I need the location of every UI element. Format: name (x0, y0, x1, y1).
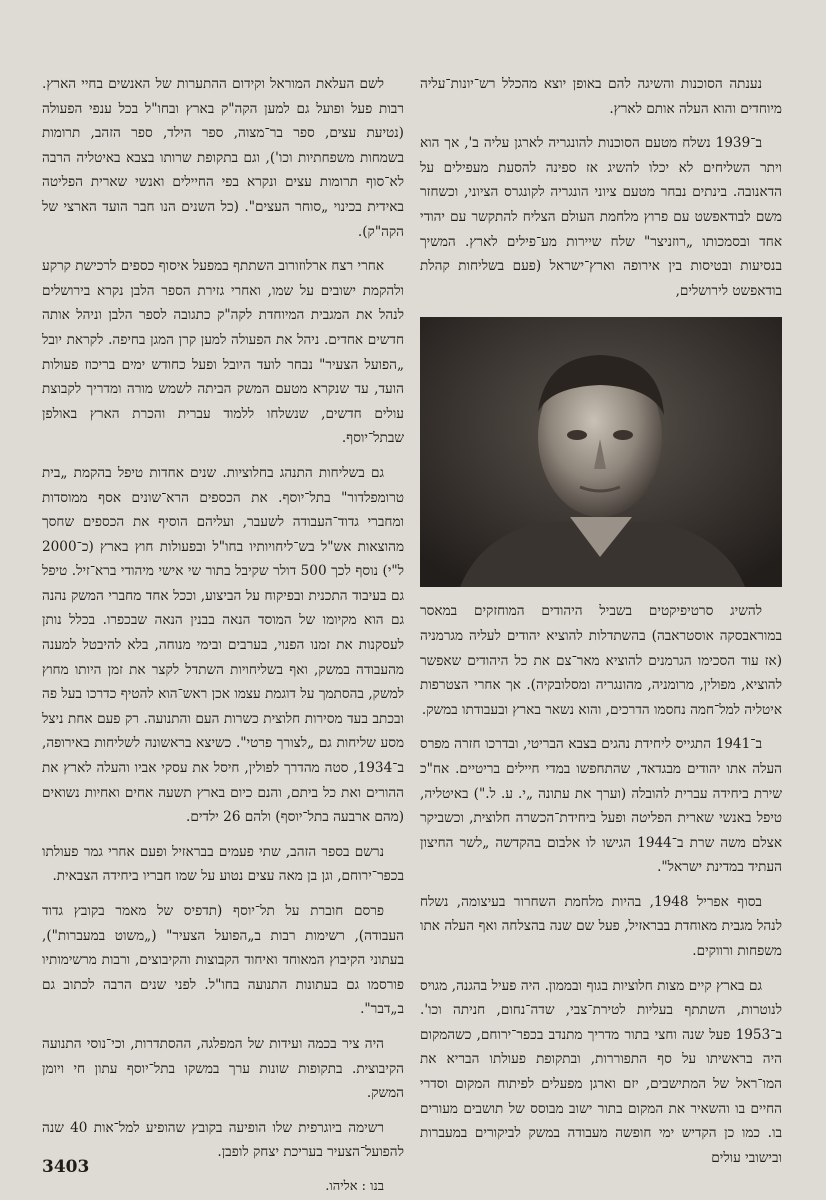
left-column (42, 72, 404, 1200)
paragraph: היה ציר בכמה ועידות של המפלגה, ההסתדרות, וכי־נוסי התנועה הקיבוצית. בתקופות שונות ערך במשקו בתל־יוסף עתון חי ויומן המשק. (42, 1035, 404, 1102)
portrait-image (420, 317, 782, 587)
paragraph: בסוף אפריל 1948, בהיות מלחמת השחרור בעיצומה, נשלח לנהל מגבית מאוחדת בבראזיל, פעל שם שנה בהצלחה ואף העלה אתו משפחות ורווקים. (420, 893, 782, 960)
portrait-photo (420, 317, 782, 587)
paragraph: להשיג סרטיפיקטים בשביל היהודים המוחזקים במאסר במוראבסקה אוסטראבה) בהשתדלות להוציא יהודים לעליה מגרמניה (אז עוד הסכימו הגרמנים להוציא מאר־צם את כל היהודים שאפשר להוציא, מפולין, מרומניה, מהונגריה ומסלובקיה). אך אחרי הצטרפות איטליה למל־חמה נחסמו הדרכים, והוא נשאר בארץ ובעבודתו במשק. (420, 603, 782, 718)
paragraph: נענתה הסוכנות והשיגה להם באופן יוצא מהכלל רש־יונות־עליה מיוחדים והוא העלה אותם לארץ. (420, 76, 782, 117)
paragraph: רשימה ביוגרפית שלו הופיעה בקובץ שהופיע למל־אות 40 שנה להפועל־הצעיר בעריכת יצחק לופבן. (42, 1119, 404, 1161)
author-signature: בנו : אליהו. (325, 1178, 384, 1194)
right-column (420, 72, 782, 1180)
paragraph: פרסם חוברת על תל־יוסף (תדפיס של מאמר בקובץ גדוד העבודה), רשימות רבות ב„הפועל הצעיר" („משוט במעברות"), בעתוני הקיבוץ המאוחד ואיחוד הקבוצות והקיבוצים, ורבות מרשימותיו פורסמו גם בעתונות התנועה בחו"ל. לפני שנים הרבה לכתוב גם ב„דבר". (42, 903, 404, 1018)
paragraph: ב־1941 התגייס ליחידת נהגים בצבא הבריטי, ובדרכו חזרה מפרס העלה אתו יהודים מבגדאד, שהתחפשו במדי חיילים בריטיים. אח"כ שירת ביחידה עברית להובלה (וערך את עתונה „י. ע. ל.") באיטליה, טיפל באנשי שארית הפליטה ופעל ביחידת־הכשרה חלוצית, וכשביקר אצלם משה שרת ב־1944 הגישו לו אלבום בהקדשה „לשר החיצון העתיד במדינת ישראל". (420, 736, 783, 876)
paragraph: לשם העלאת המוראל וקידום ההתערות של האנשים בחיי הארץ. רבות פעל ופועל גם למען הקה"ק בארץ ובחו"ל בכל ענפי הפעולה (נטיעת עצים, ספר בר־מצוה, ספר הילד, ספר הזהב, תרומות בשמחות משפחתיות וכו'), וגם בתקופת שרותו בצבא באיטליה הרבה לא־סוף תרומות עצים ונקרא בפי החיילים ואנשי שארית הפליטה באידית בכינוי „סוחר העצים". (כל השנים הנו חבר הועד הארצי של הקה"ק). (42, 76, 404, 240)
paragraph: נרשם בספר הזהב, שתי פעמים בבראזיל ופעם אחרי גמר פעולתו בכפר־ירוחם, וגן בן מאה עצים נטוע על שמו חבריו ביחידה הצבאית. (42, 843, 404, 885)
paragraph: אחרי רצח ארלוזורוב השתתף במפעל איסוף כספים לרכישת קרקע ולהקמת ישובים על שמו, ואחרי גזירת הספר הלבן נקרא בירושלים לנהל את המגבית המיוחדת לקה"ק כתגובה לספר הלבן וניהל אותה חדשים אחדים. ניהל את הפעולה למען קרן המגן בחיפה. לקראת יובל „הפועל הצעיר" נבחר לועד היובל ופעל כחודש ימים בריכוז פעולות הועד, עד שנקרא מטעם המשק הביתה לשמש מורה ומדריך לקבוצת עולים חדשים, שנשלחו ללמוד עברית והכרת הארץ באולפן שבתל־יוסף. (42, 258, 404, 447)
page-number: 3403 (42, 1157, 90, 1177)
paragraph: גם בשליחות התנהג בחלוציות. שנים אחדות טיפל בהקמת „בית טרומפלדור" בתל־יוסף. את הכספים הרא־שונים אסף ממוסדות ומחברי גדוד־העבודה לשעבר, ועליהם הוסיף את הכספים שחסך מהוצאות אש"ל בש־ליחויותיו בחו"ל ובפעולות חוץ בארץ (כ־2000 ל"י) נוסף לכך 500 דולר שקיבל בתור שי אישי מיהודי ברא־זיל. טיפל גם בעיבוד התכנית ובפיקוח על הביצוע, וככל אחד מחברי המשק נהנה גם הוא מקיומו של המוסד הנאה בבנין הנאה שבכפרו. בכלל נותן לעסקנות את זמנו הפנוי, בערבים ובימי מנוחה, בלא להיבטל למענה מהעבודה במשק, ואף בשליחויות השתדל לקצר את זמן היותו מחוץ למשק, בהסתמך על דוגמת עצמו אכן ראש־הוא להטיף כדרכו בעל פה ובכתב בעד מסירות חלוצית כשרות העם והתנועה. רק פעם אחת ניצל מסע שליחות גם „לצורך פרטי". כשיצא בראשונה לשליחות באירופה, ב־1934, סטה מהדרך לפולין, חיסל את עסקי אביו והעלה לארץ את ההורים ואת כל ביתם, והנם כיום בארץ תשעה אחים ואחיות נשואים (מהם ארבעה בתל־יוסף) ולהם 26 ילדים. (42, 464, 405, 826)
paragraph: גם בארץ קיים מצות חלוציות בגוף ובממון. היה פעיל בהגנה, מגויס לנוטרות, השתתף בעליות לטירת־צבי, שדה־נחום, חניתה וכו'. ב־1953 פעל שנה וחצי בתור מדריך מתנדב בכפר־ירוחם, כשהמקום היה בראשיתו על סף התפוררות, ובתקופת פעולתו הבריא את המו־ראל של המתישבים, יזם וארגן מפעלים לפיתוח המקום וסדרי החיים בו והשאיר את המקום בתור ישוב מבוסס של תושבים מעורים בו. כמו כן הקדיש ימי חופשה מעבודה במשק לביקורים במעברות ובישובי עולים (420, 977, 782, 1166)
paragraph: ב־1939 נשלח מטעם הסוכנות להונגריה לארגן עליה ב', אך הוא ויתר השליחים לא יכלו להשיג אז ספינה להסעת מעפילים על הדאנובה. בינתים נבחר מטעם ציוני הונגריה לקונגרס הציוני, וכשחזר משם לבודאפשט עם פרוץ מלחמת העולם הצליח להתקשר עם יהודי אחד ובסמכותו „רוזניצר" שלח שיירות מע־פילים לארץ. המשיך בנסיעות ובטיסות בין אירופה וארץ־ישראל (פעם בשליחות קהלת בודאפשט לירושלים, (420, 135, 782, 299)
